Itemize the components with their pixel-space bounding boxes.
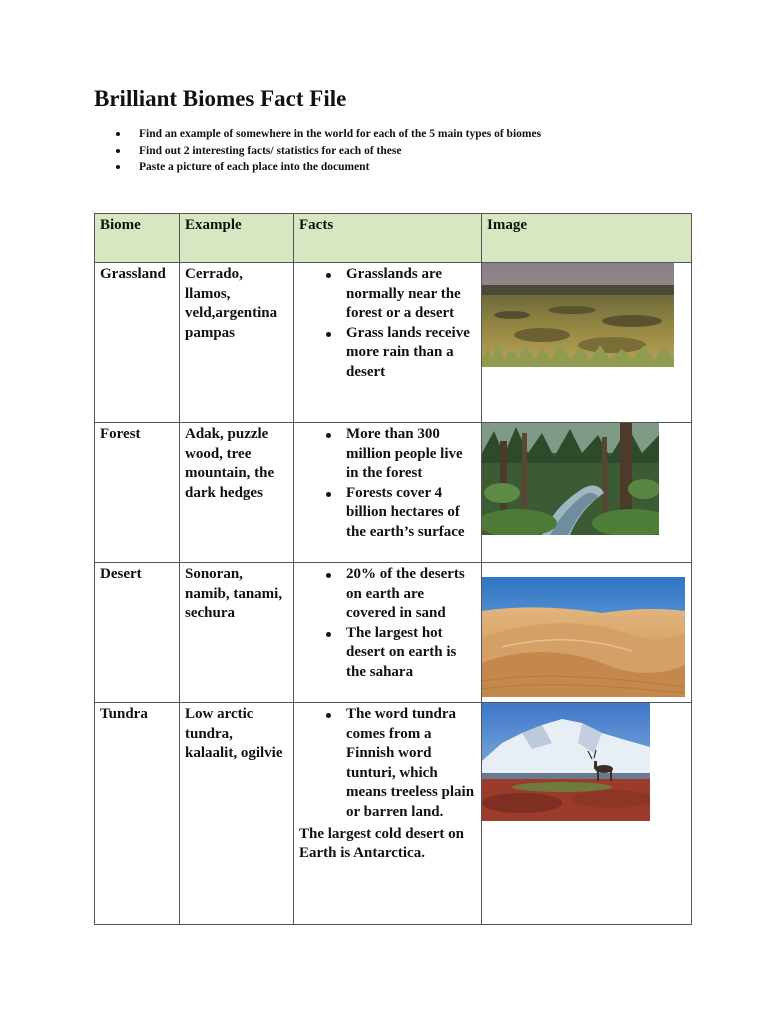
biome-name: Desert <box>100 566 142 582</box>
biome-example: Low arctic tundra, kalaalit, ogilvie <box>185 706 283 762</box>
fact-list <box>299 265 476 383</box>
fact-item: Grass lands receive more rain than a desert <box>346 324 476 383</box>
grassland-photo <box>482 263 674 367</box>
tundra-photo <box>482 703 650 821</box>
table-row <box>95 703 692 925</box>
fact-list <box>299 425 476 543</box>
biome-name: Forest <box>100 426 141 442</box>
biome-example: Sonoran, namib, tanami, sechura <box>185 566 283 622</box>
desert-photo <box>482 577 685 697</box>
page-title: Brilliant Biomes Fact File <box>94 86 347 111</box>
fact-item: 20% of the deserts on earth are covered in sand <box>346 565 476 624</box>
instruction-list <box>94 126 541 176</box>
header-facts: Facts <box>294 214 482 263</box>
header-biome: Biome <box>95 214 180 263</box>
fact-item: Forests cover 4 billion hectares of the earth’s surface <box>346 484 476 543</box>
header-example: Example <box>180 214 294 263</box>
fact-item: Grasslands are normally near the forest or a desert <box>346 265 476 324</box>
biome-example: Adak, puzzle wood, tree mountain, the dark hedges <box>185 426 275 501</box>
fact-item: The largest hot desert on earth is the sahara <box>346 624 476 683</box>
table-header-row <box>95 214 692 263</box>
table-row <box>95 423 692 563</box>
biome-name: Grassland <box>100 266 166 282</box>
fact-item: More than 300 million people live in the forest <box>346 425 476 484</box>
biome-example: Cerrado, llamos, veld,argentina pampas <box>185 266 278 341</box>
forest-photo <box>482 423 659 535</box>
biome-name: Tundra <box>100 706 148 722</box>
header-image: Image <box>482 214 692 263</box>
instruction-item: Find out 2 interesting facts/ statistics for each of these <box>94 143 541 160</box>
extra-fact: The largest cold desert on Earth is Antarctica. <box>299 825 464 862</box>
biome-table <box>94 213 692 925</box>
fact-list <box>299 565 476 683</box>
fact-item: The word tundra comes from a Finnish word tunturi, which means treeless plain or barren land. <box>346 705 476 823</box>
table-row <box>95 563 692 703</box>
instruction-item: Find an example of somewhere in the world for each of the 5 main types of biomes <box>94 126 541 143</box>
table-row <box>95 263 692 423</box>
instruction-item: Paste a picture of each place into the document <box>94 159 541 176</box>
fact-list <box>299 705 476 823</box>
